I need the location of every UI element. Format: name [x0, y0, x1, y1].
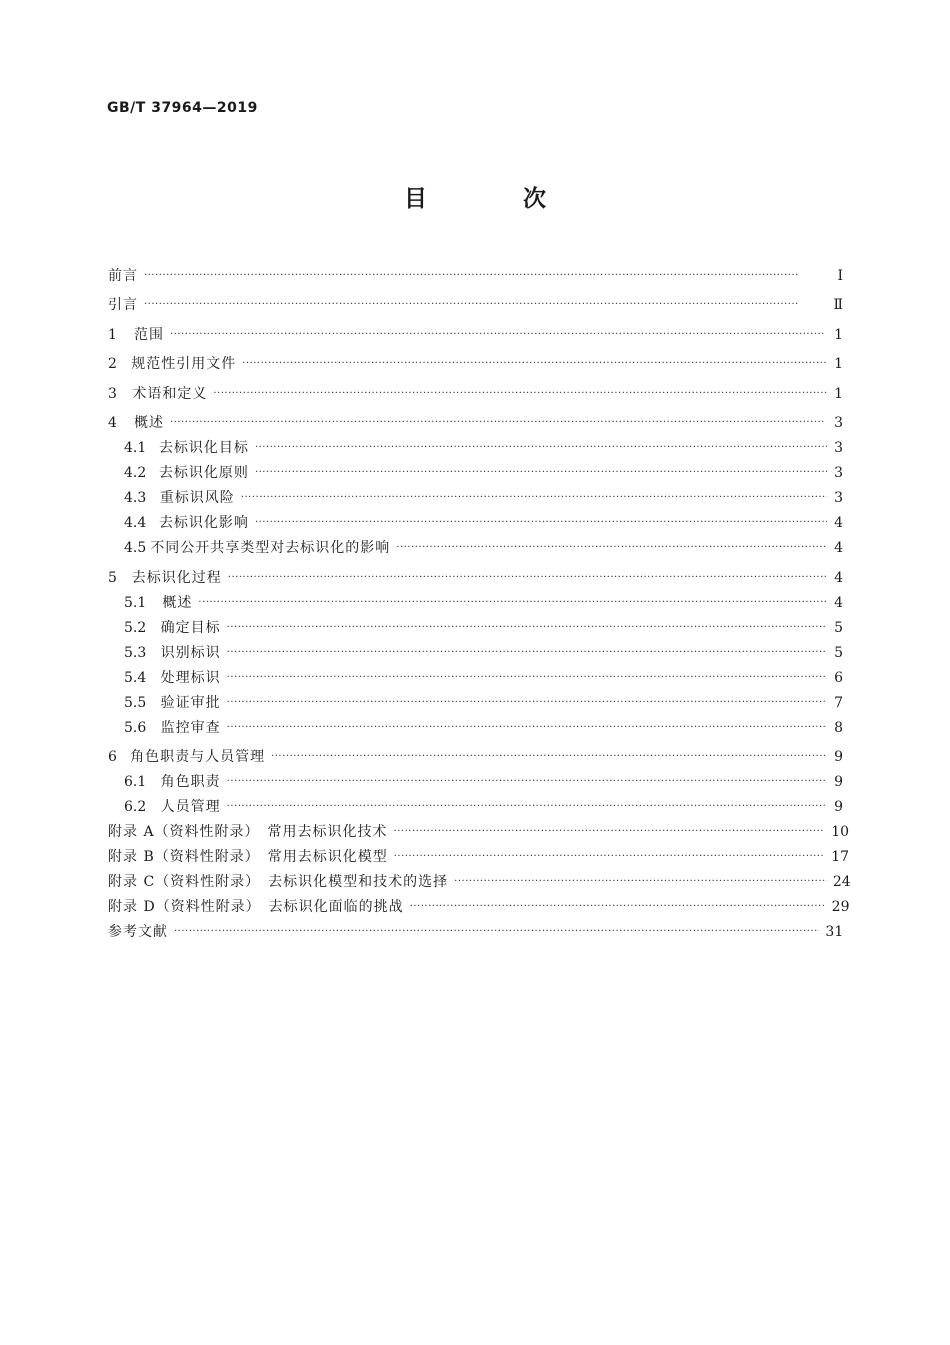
- toc-entry-page: Ⅰ: [837, 267, 843, 284]
- toc-entry-title: 附录 A（资料性附录） 常用去标识化技术: [108, 824, 388, 840]
- toc-leader-dots: [394, 847, 826, 867]
- toc-entry-title: 去标识化原则: [158, 465, 249, 481]
- toc-entry[interactable]: [108, 688, 843, 713]
- toc-leader-dots: [454, 872, 827, 892]
- toc-entry[interactable]: [108, 867, 851, 892]
- toc-leader-dots: [227, 718, 827, 738]
- toc-entry[interactable]: [108, 374, 843, 404]
- toc-entry-number: 4.4: [124, 515, 147, 531]
- toc-leader-dots: [227, 797, 827, 817]
- toc-entry-page: 3: [834, 490, 843, 506]
- toc-entry-title: 参考文献: [108, 924, 168, 940]
- toc-entry-number: 4.3: [124, 490, 147, 506]
- toc-entry-number: 5.6: [124, 719, 147, 736]
- toc-entry-number: 5: [108, 569, 117, 586]
- toc-entry-title: 去标识化目标: [158, 440, 249, 456]
- toc-leader-dots: [410, 897, 826, 917]
- toc-entry-page: 31: [825, 924, 844, 940]
- toc-entry-title: 不同公开共享类型对去标识化的影响: [150, 540, 391, 556]
- toc-entry-title: 角色职责与人员管理: [130, 749, 266, 765]
- toc-entry-page: 4: [834, 594, 843, 611]
- toc-entry-page: 7: [834, 694, 843, 711]
- toc-entry-page: 9: [834, 774, 843, 790]
- toc-entry-page: 6: [834, 669, 843, 686]
- toc-entry[interactable]: [108, 433, 843, 458]
- toc-leader-dots: [394, 822, 826, 842]
- toc-entry[interactable]: [108, 404, 843, 434]
- toc-entry[interactable]: [108, 842, 850, 867]
- toc-entry-title: 识别标识: [160, 644, 221, 661]
- toc-entry-page: 24: [832, 874, 851, 890]
- toc-leader-dots: [228, 568, 827, 588]
- toc-entry[interactable]: [108, 588, 843, 613]
- toc-leader-dots: [213, 384, 827, 404]
- toc-entry-page: 5: [834, 644, 843, 661]
- toc-entry-page: 9: [834, 799, 843, 815]
- toc-leader-dots: [396, 538, 827, 558]
- toc-entry-title: 附录 C（资料性附录） 去标识化模型和技术的选择: [108, 874, 449, 890]
- toc-entry-number: 5.5: [124, 694, 147, 711]
- toc-entry-title: 概述: [162, 594, 193, 611]
- toc-entry[interactable]: [108, 792, 843, 817]
- toc-entry-page: 3: [834, 440, 843, 456]
- toc-entry-title: 角色职责: [160, 774, 221, 790]
- toc-leader-dots: [144, 295, 827, 315]
- toc-entry-page: 1: [834, 326, 843, 343]
- toc-entry-title: 去标识化过程: [131, 569, 222, 586]
- toc-entry-page: 4: [834, 569, 843, 586]
- toc-entry[interactable]: [108, 892, 850, 917]
- toc-leader-dots: [170, 413, 827, 433]
- toc-leader-dots: [227, 693, 827, 713]
- toc-entry-number: 5.4: [124, 669, 147, 686]
- table-of-contents: [108, 256, 851, 942]
- toc-entry-page: 3: [834, 465, 843, 481]
- toc-entry-number: 5.1: [124, 594, 147, 611]
- toc-entry-title: 前言: [108, 267, 138, 284]
- toc-entry-number: 4.5: [124, 540, 147, 556]
- toc-entry[interactable]: [108, 533, 843, 558]
- toc-entry-title: 去标识化影响: [158, 515, 249, 531]
- toc-leader-dots: [170, 325, 827, 345]
- toc-entry-number: 6.1: [124, 774, 147, 790]
- toc-leader-dots: [271, 747, 827, 767]
- toc-entry[interactable]: [108, 256, 843, 286]
- toc-leader-dots: [227, 618, 827, 638]
- toc-leader-dots: [227, 643, 827, 663]
- toc-entry[interactable]: [108, 767, 843, 792]
- toc-entry-page: 8: [834, 719, 843, 736]
- toc-leader-dots: [241, 488, 827, 508]
- toc-entry-page: 10: [831, 824, 850, 840]
- toc-entry[interactable]: [108, 483, 843, 508]
- toc-entry-page: 29: [831, 899, 850, 915]
- toc-entry-title: 处理标识: [160, 669, 221, 686]
- toc-entry[interactable]: [108, 663, 843, 688]
- toc-entry[interactable]: [108, 315, 843, 345]
- toc-entry-title: 重标识风险: [159, 490, 235, 506]
- toc-leader-dots: [174, 922, 819, 942]
- toc-entry[interactable]: [108, 713, 843, 738]
- toc-leader-dots: [255, 463, 827, 483]
- toc-entry[interactable]: [108, 613, 843, 638]
- toc-entry-number: 2: [108, 356, 117, 372]
- toc-entry[interactable]: [108, 508, 843, 533]
- toc-entry-number: 6.2: [124, 799, 147, 815]
- toc-entry-page: 1: [834, 385, 843, 402]
- toc-entry[interactable]: [108, 817, 850, 842]
- toc-entry-page: 9: [834, 749, 843, 765]
- toc-entry-page: 5: [834, 619, 843, 636]
- toc-entry-number: 4.1: [124, 440, 147, 456]
- toc-leader-dots: [227, 668, 827, 688]
- toc-entry-page: 3: [834, 415, 843, 431]
- toc-leader-dots: [198, 593, 827, 613]
- toc-entry[interactable]: [108, 286, 843, 316]
- toc-entry-title: 附录 B（资料性附录） 常用去标识化模型: [108, 849, 388, 865]
- toc-entry-page: Ⅱ: [833, 297, 843, 313]
- toc-entry[interactable]: [108, 917, 843, 942]
- toc-entry-number: 4.2: [124, 465, 147, 481]
- standard-code: GB/T 37964—2019: [107, 100, 258, 116]
- toc-entry-number: 6: [108, 749, 117, 765]
- toc-entry-title: 监控审查: [160, 719, 221, 736]
- toc-entry-number: 4: [108, 415, 117, 431]
- toc-entry-title: 附录 D（资料性附录） 去标识化面临的挑战: [108, 899, 404, 915]
- toc-entry-title: 术语和定义: [132, 385, 208, 402]
- toc-leader-dots: [227, 772, 827, 792]
- toc-entry-number: 5.2: [124, 619, 147, 636]
- toc-entry-number: 1: [108, 326, 117, 343]
- toc-entry-title: 引言: [108, 297, 138, 313]
- toc-entry-title: 概述: [134, 415, 164, 431]
- toc-entry[interactable]: [108, 638, 843, 663]
- toc-entry[interactable]: [108, 458, 843, 483]
- toc-entry-page: 1: [834, 356, 843, 372]
- toc-entry-title: 范围: [134, 326, 164, 343]
- toc-entry-title: 确定目标: [160, 619, 221, 636]
- toc-leader-dots: [255, 438, 827, 458]
- toc-leader-dots: [255, 513, 827, 533]
- toc-leader-dots: [242, 354, 827, 374]
- toc-entry-number: 5.3: [124, 644, 147, 661]
- toc-entry[interactable]: [108, 558, 843, 588]
- toc-entry-title: 规范性引用文件: [131, 356, 237, 372]
- toc-entry-title: 人员管理: [160, 799, 221, 815]
- toc-entry[interactable]: [108, 345, 843, 375]
- toc-entry-number: 3: [108, 385, 117, 402]
- toc-entry[interactable]: [108, 738, 843, 768]
- toc-title: 目 次: [403, 186, 590, 212]
- toc-entry-page: 4: [834, 540, 843, 556]
- toc-entry-title: 验证审批: [160, 694, 221, 711]
- toc-entry-page: 17: [831, 849, 850, 865]
- toc-leader-dots: [144, 266, 827, 286]
- toc-entry-page: 4: [834, 515, 843, 531]
